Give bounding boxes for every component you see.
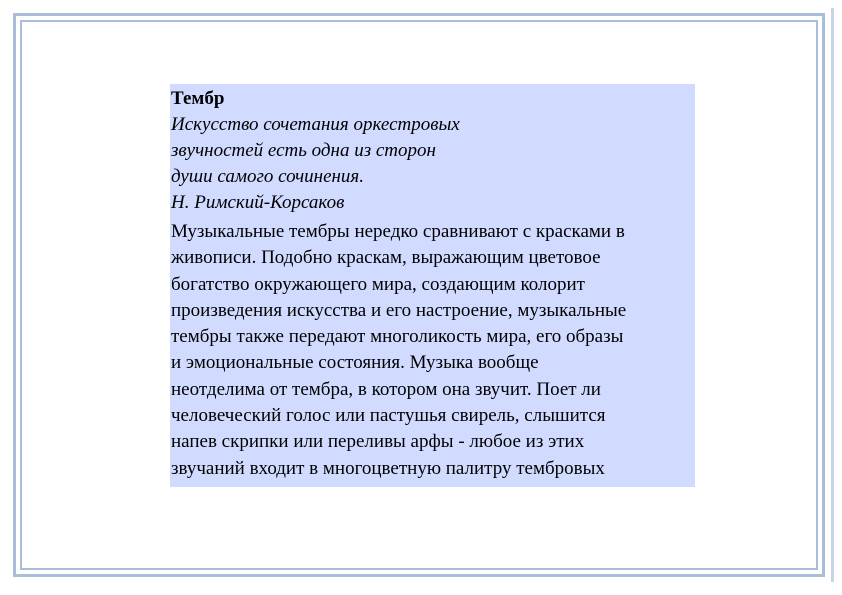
body-line: человеческий голос или пастушья свирель, слышится [171,405,606,427]
body-line: живописи. Подобно краскам, выражающим цветовое [171,247,601,269]
body-line: тембры также передают многоликость мира, его образы [171,326,624,348]
document-title: Тембр [171,88,225,109]
body-line: неотделима от тембра, в котором она звучит. Поет ли [171,378,601,400]
body-line: произведения искусства и его настроение, музыкальные [171,299,627,321]
epigraph-line: души самого сочинения. [171,166,365,187]
body-line: напев скрипки или переливы арфы - любое из этих [171,431,585,453]
body-text [171,219,695,482]
epigraph [171,112,695,216]
epigraph-author: Н. Римский-Корсаков [171,192,345,213]
slide-border-edge [831,8,834,582]
text-box[interactable] [170,84,695,487]
body-line: и эмоциональные состояния. Музыка вообще [171,352,539,374]
epigraph-line: Искусство сочетания оркестровых [171,114,460,135]
epigraph-line: звучностей есть одна из сторон [171,140,436,161]
body-line: богатство окружающего мира, создающим колорит [171,273,585,295]
body-line: Музыкальные тембры нередко сравнивают с красками в [171,221,625,242]
body-line: звучаний входит в многоцветную палитру тембровых [171,457,605,479]
